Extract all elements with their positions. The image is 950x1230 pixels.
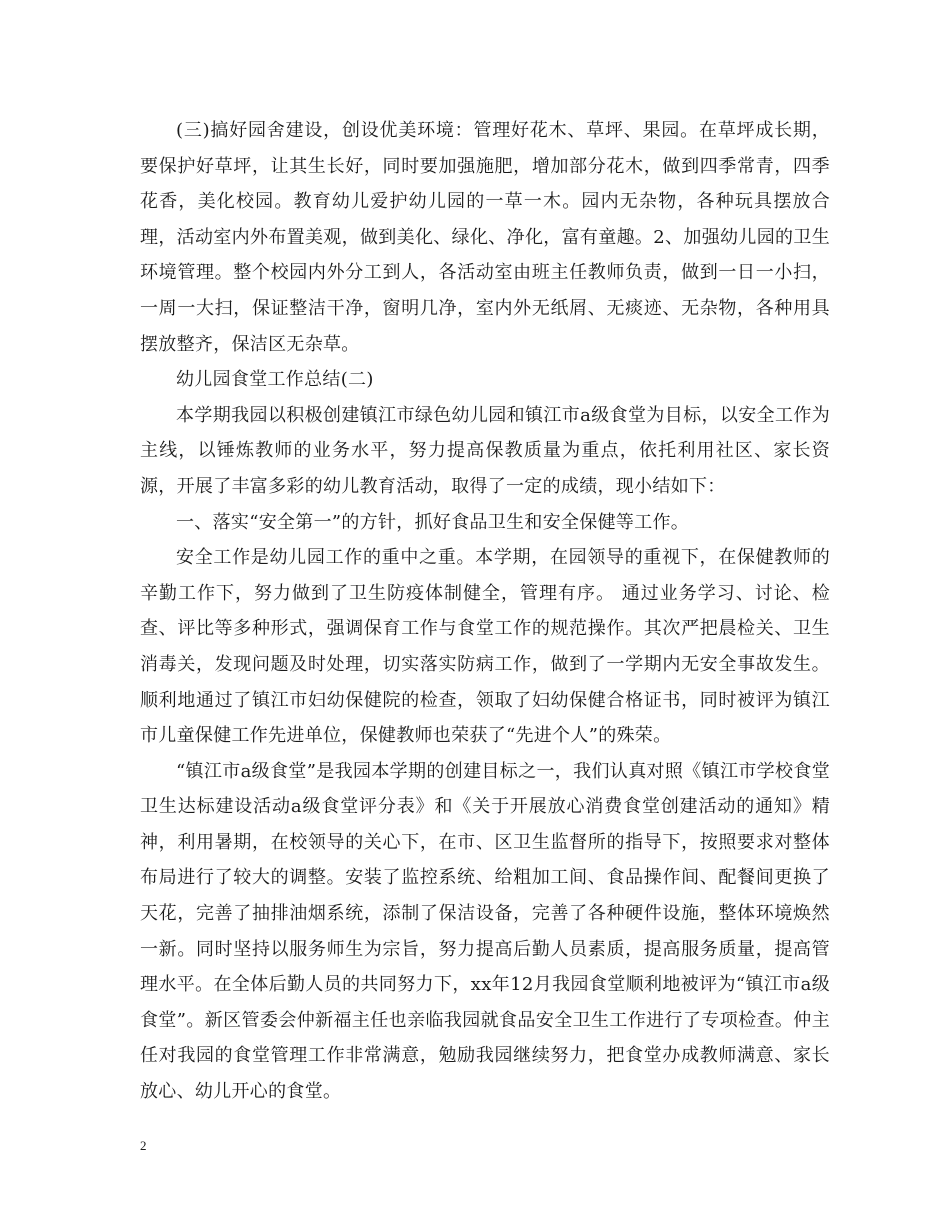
paragraph-semester-intro: 本学期我园以积极创建镇江市绿色幼儿园和镇江市a级食堂为目标，以安全工作为主线，以锤炼教师的业务水平，努力提高保教质量为重点，依托利用社区、家长资源，开展了丰富多彩的幼儿教育活动，取得了一定的成绩，现小结如下： [140, 404, 830, 497]
paragraph-safety-heading: 一、落实“安全第一”的方针，抓好食品卫生和安全保健等工作。 [176, 511, 690, 533]
paragraph-campus-environment: (三)搞好园舍建设，创设优美环境：管理好花木、草坪、果园。在草坪成长期，要保护好草坪，让其生长好，同时要加强施肥，增加部分花木，做到四季常青，四季花香，美化校园。教育幼儿爱护幼儿园的一草一木。园内无杂物，各种玩具摆放合理，活动室内外布置美观，做到美化、绿化、净化，富有童趣。2、加强幼儿园的卫生环境管理。整个校园内外分工到人，各活动室由班主任教师负责，做到一日一小扫，一周一大扫，保证整洁干净，窗明几净，室内外无纸屑、无痰迹、无杂物，各种用具摆放整齐，保洁区无杂草。 [140, 120, 830, 355]
section-heading: 幼儿园食堂工作总结(二) [176, 369, 374, 391]
paragraph-canteen-grade: “镇江市a级食堂”是我园本学期的创建目标之一，我们认真对照《镇江市学校食堂卫生达标建设活动a级食堂评分表》和《关于开展放心消费食堂创建活动的通知》精神，利用暑期，在校领导的关心下，在市、区卫生监督所的指导下，按照要求对整体布局进行了较大的调整。安装了监控系统、给粗加工间、食品操作间、配餐间更换了天花，完善了抽排油烟系统，添制了保洁设备，完善了各种硬件设施，整体环境焕然一新。同时坚持以服务师生为宗旨，努力提高后勤人员素质，提高服务质量，提高管理水平。在全体后勤人员的共同努力下，xx年12月我园食堂顺利地被评为“镇江市a级食堂”。新区管委会仲新福主任也亲临我园就食品安全卫生工作进行了专项检查。仲主任对我园的食堂管理工作非常满意，勉励我园继续努力，把食堂办成教师满意、家长放心、幼儿开心的食堂。 [140, 760, 830, 1103]
document-body [140, 113, 830, 1110]
page-number: 2 [140, 1138, 147, 1153]
paragraph-safety-work: 安全工作是幼儿园工作的重中之重。本学期，在园领导的重视下，在保健教师的辛勤工作下，努力做到了卫生防疫体制健全，管理有序。 通过业务学习、讨论、检查、评比等多种形式，强调保育工作与食堂工作的规范操作。其次严把晨检关、卫生消毒关，发现问题及时处理，切实落实防病工作，做到了一学期内无安全事故发生。顺利地通过了镇江市妇幼保健院的检查，领取了妇幼保健合格证书，同时被评为镇江市儿童保健工作先进单位，保健教师也荣获了“先进个人”的殊荣。 [140, 547, 830, 747]
